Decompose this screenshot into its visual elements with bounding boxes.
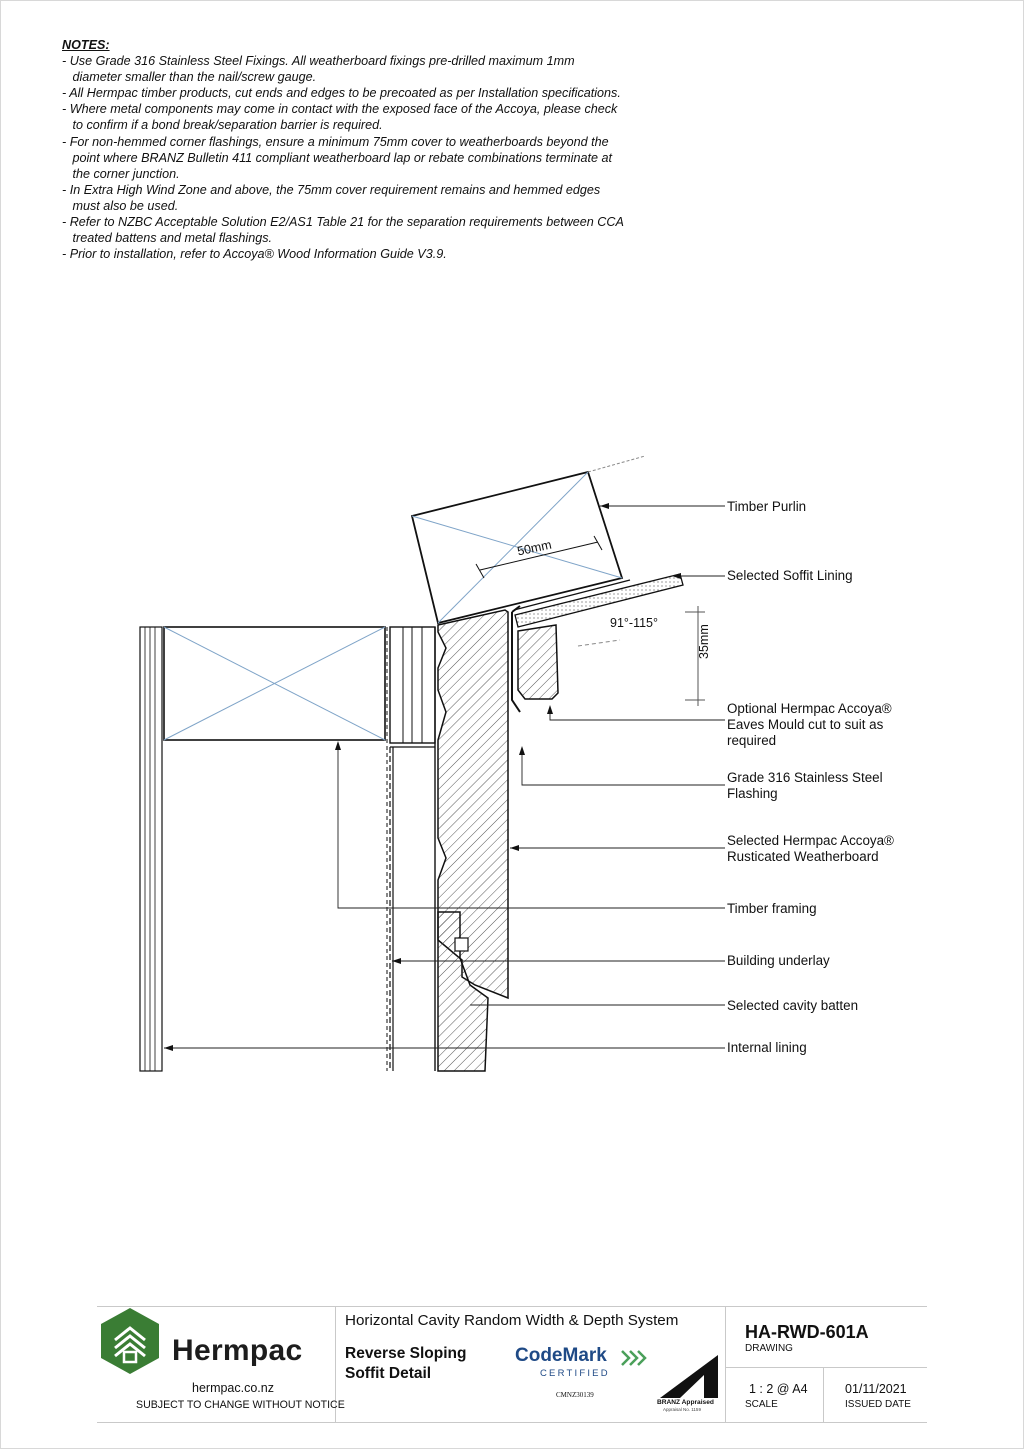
codemark-logo: CodeMark [515,1345,607,1366]
label-soffit-lining: Selected Soffit Lining [727,568,853,583]
codemark-chevrons-icon [621,1348,649,1368]
note-line: to confirm if a bond break/separation barrier is required. [62,118,383,133]
angle-dimension: 91°-115° [610,616,658,630]
note-line: - In Extra High Wind Zone and above, the 75mm cover requirement remains and hemmed edges [62,182,601,197]
hermpac-logo-icon [97,1308,163,1374]
branz-logo-icon [660,1353,720,1398]
label-cavity-batten: Selected cavity batten [727,998,859,1013]
certified-text: CERTIFIED [540,1368,610,1379]
system-name: Horizontal Cavity Random Width & Depth System [345,1312,679,1329]
label-timber-purlin: Timber Purlin [727,499,807,514]
label-eaves-mould: Optional Hermpac Accoya® Eaves Mould cut to suit as required [727,701,892,748]
scale-label: SCALE [745,1399,778,1410]
branz-number: Appraisal No. 1159 [663,1407,701,1412]
drawing-label: DRAWING [745,1343,793,1354]
notes-title: NOTES: [62,38,110,52]
leader-arrows [164,503,681,1051]
note-line: - Where metal components may come in contact with the exposed face of the Accoya, please check [62,102,618,117]
height-dimension: 35mm [697,624,711,659]
note-line: - Use Grade 316 Stainless Steel Fixings. All weatherboard fixings pre-drilled maximum 1mm [62,54,575,69]
label-building-underlay: Building underlay [727,953,830,968]
drawing-title: Reverse Sloping Soffit Detail [345,1345,467,1382]
scale-value: 1 : 2 @ A4 [749,1382,808,1396]
label-timber-framing: Timber framing [727,901,817,916]
label-internal-lining: Internal lining [727,1040,807,1055]
cert-number: CMNZ30139 [556,1391,594,1399]
top-plate-timber [164,627,385,740]
cavity-batten-shape [455,938,468,951]
note-line: treated battens and metal flashings. [62,231,273,246]
note-line: must also be used. [62,198,179,213]
note-line: - For non-hemmed corner flashings, ensure a minimum 75mm cover to weatherboards beyond the [62,134,609,149]
note-line: point where BRANZ Bulletin 411 compliant weatherboard lap or rebate combinations terminate at [62,150,612,165]
brand-name: Hermpac [172,1334,303,1367]
note-line: diameter smaller than the nail/screw gauge. [62,70,317,85]
drawing-number: HA-RWD-601A [745,1322,869,1342]
note-line: - Refer to NZBC Acceptable Solution E2/AS1 Table 21 for the separation requirements between CCA [62,215,624,230]
eaves-mould-shape [518,625,558,699]
issued-date-label: ISSUED DATE [845,1399,911,1410]
purlin-dimension: 50mm [515,537,553,559]
note-line: - Prior to installation, refer to Accoya® Wood Information Guide V3.9. [62,247,447,262]
note-line: - All Hermpac timber products, cut ends and edges to be precoated as per Installation specifications. [62,86,621,101]
angle-dimension-line [578,640,620,646]
issued-date: 01/11/2021 [845,1382,907,1396]
website: hermpac.co.nz [192,1381,274,1395]
label-flashing: Grade 316 Stainless Steel Flashing [727,770,883,801]
timber-framing-shape [390,627,435,1071]
label-weatherboard: Selected Hermpac Accoya® Rusticated Weatherboard [727,833,894,864]
branz-text: BRANZ Appraised [657,1399,714,1406]
note-line: the corner junction. [62,166,180,181]
internal-lining-shape [140,627,162,1071]
notice-text: SUBJECT TO CHANGE WITHOUT NOTICE [136,1399,345,1411]
